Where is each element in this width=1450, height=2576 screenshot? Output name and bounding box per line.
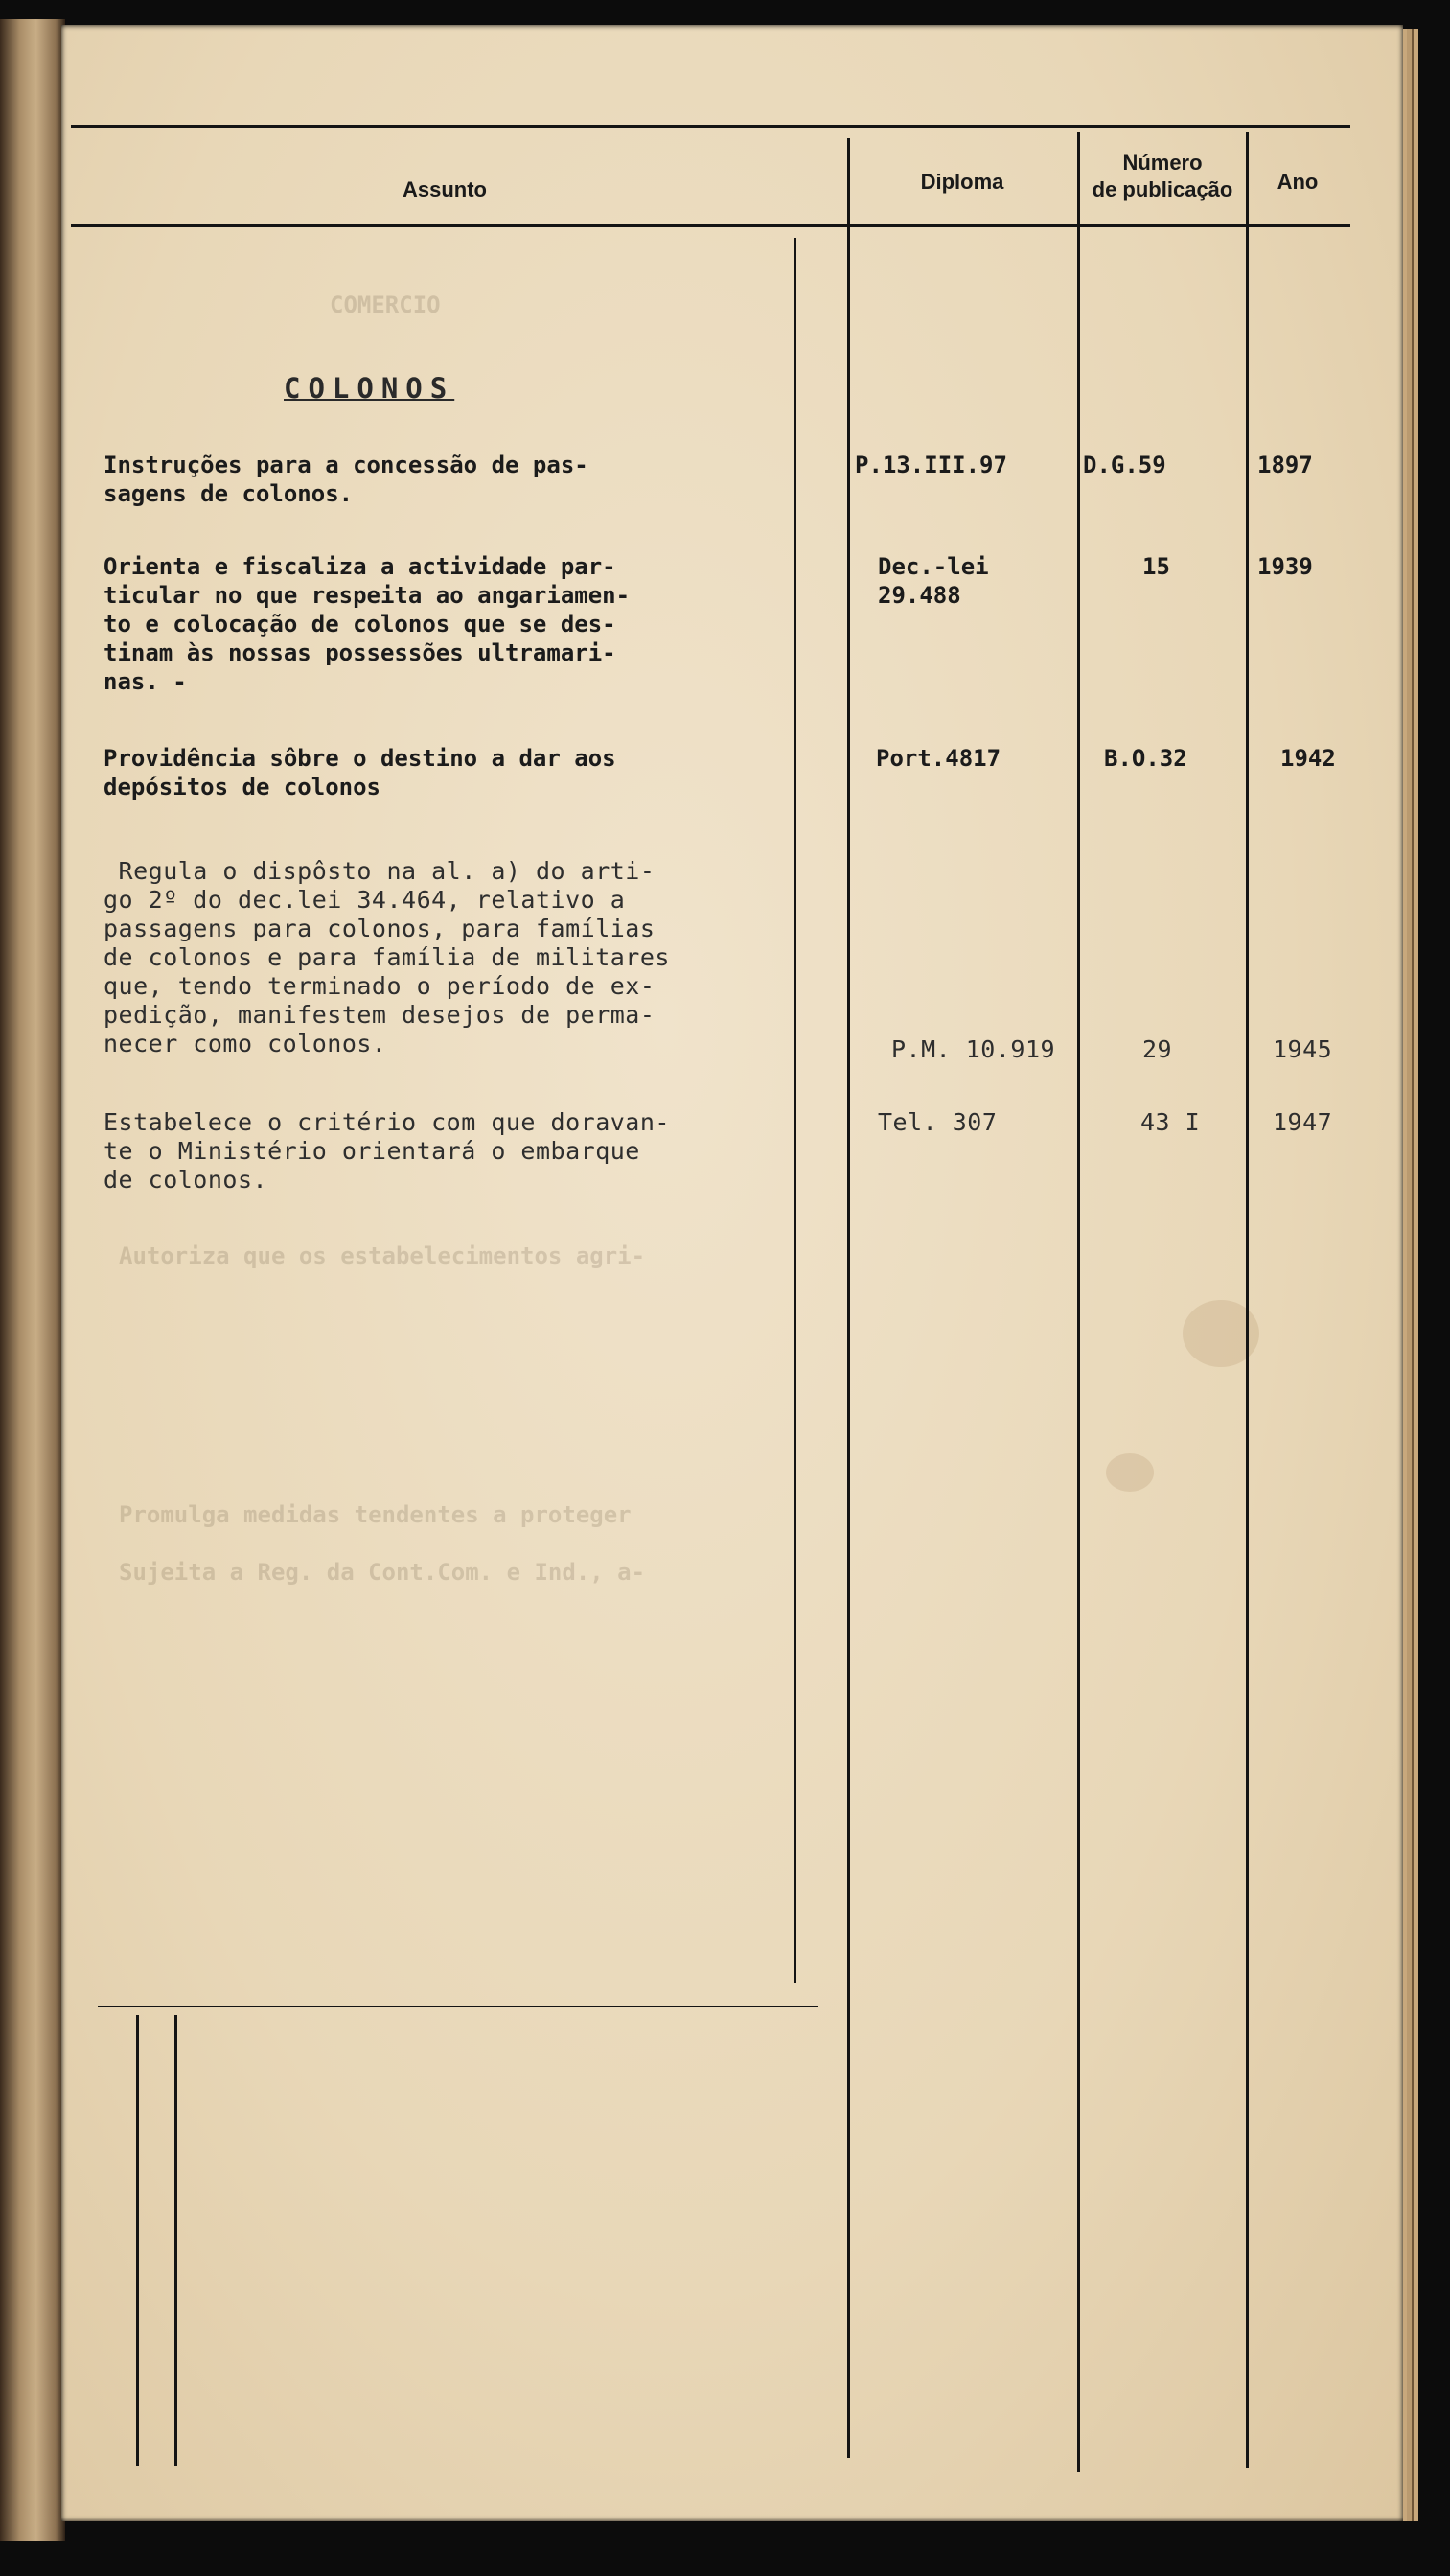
bleed-through-text: Autoriza que os estabelecimentos agri- <box>119 1242 646 1269</box>
entry-ano: 1947 <box>1273 1108 1333 1136</box>
entry-numero: D.G.59 <box>1083 452 1166 478</box>
bleed-through-text: COMERCIO <box>330 291 441 318</box>
entry-assunto: Orienta e fiscaliza a actividade par- ticular no que respeita ao angariamen- to e colocação de colonos que se des- tinam às nossas possessões ultramari- nas. - <box>104 553 631 695</box>
column-divider <box>847 138 850 2458</box>
entry-diploma: Tel. 307 <box>878 1108 998 1136</box>
entry-numero: 43 I <box>1140 1108 1201 1136</box>
header-bottom-rule <box>71 224 1350 227</box>
entry-assunto: Estabelece o critério com que doravan- te o Ministério orientará o embarque de colonos. <box>104 1108 670 1194</box>
header-diploma: Diploma <box>920 170 1004 194</box>
column-divider <box>1077 132 1080 2472</box>
column-divider <box>794 238 796 1983</box>
bleed-through-text: Sujeita a Reg. da Cont.Com. e Ind., a- <box>119 1559 646 1586</box>
header-ano: Ano <box>1277 170 1319 194</box>
paper-stain <box>1106 1453 1154 1492</box>
entry-numero: 15 <box>1142 553 1170 580</box>
entry-ano: 1945 <box>1273 1035 1333 1063</box>
entry-diploma: Port.4817 <box>876 745 1001 772</box>
register-page <box>61 25 1403 2521</box>
book-binding <box>0 19 65 2541</box>
entry-ano: 1897 <box>1257 452 1313 478</box>
entry-assunto: Providência sôbre o destino a dar aos depósitos de colonos <box>104 745 616 801</box>
lower-rule <box>98 2006 818 2007</box>
section-title: COLONOS <box>284 372 455 405</box>
entry-numero: 29 <box>1142 1035 1173 1063</box>
entry-ano: 1942 <box>1280 745 1336 772</box>
margin-rule <box>174 2015 177 2466</box>
entry-assunto: Regula o dispôsto na al. a) do arti- go 2º do dec.lei 34.464, relativo a passagens para colonos, para famílias de colonos e para família de militares que, tendo terminado o período de ex- pedição, manifestem desejos de perma- necer como colonos. <box>104 857 670 1057</box>
entry-assunto: Instruções para a concessão de pas- sagens de colonos. <box>104 452 588 507</box>
table-top-rule <box>71 125 1350 128</box>
entry-numero: B.O.32 <box>1104 745 1187 772</box>
entry-diploma: P.13.III.97 <box>855 452 1007 478</box>
bleed-through-text: Promulga medidas tendentes a proteger <box>119 1501 632 1528</box>
entry-diploma: P.M. 10.919 <box>891 1035 1056 1063</box>
margin-rule <box>136 2015 139 2466</box>
column-divider <box>1246 132 1249 2468</box>
entry-ano: 1939 <box>1257 553 1313 580</box>
header-assunto: Assunto <box>403 177 487 201</box>
header-numero: Número de publicação <box>1092 151 1233 201</box>
entry-diploma: Dec.-lei 29.488 <box>878 553 989 609</box>
